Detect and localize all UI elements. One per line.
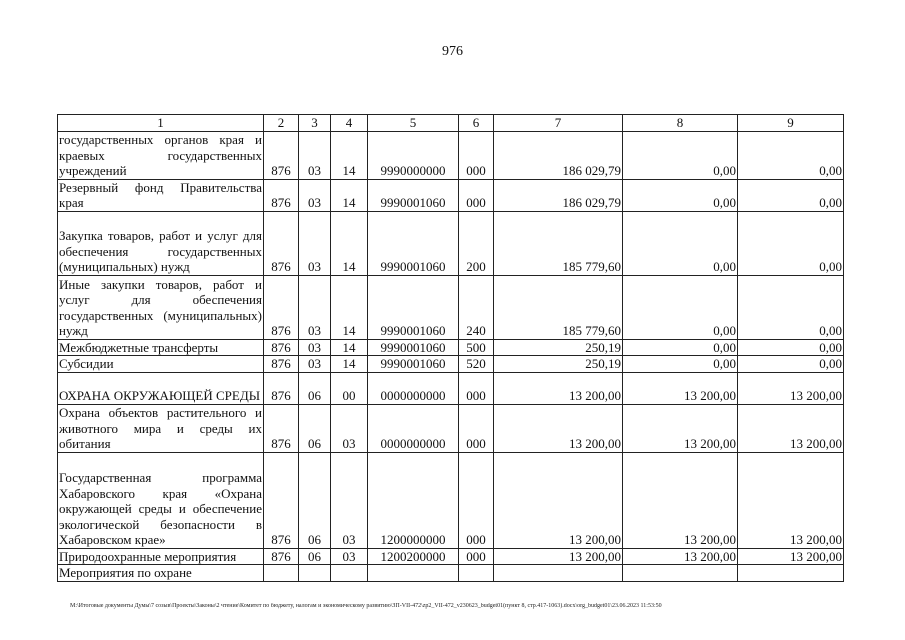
cell-expense-type: 520 (459, 356, 494, 373)
cell-amount-8: 0,00 (623, 339, 738, 356)
cell-admin-code: 876 (264, 404, 299, 452)
cell-target-article: 0000000000 (368, 404, 459, 452)
cell-subsection: 14 (331, 275, 368, 339)
cell-amount-8: 0,00 (623, 179, 738, 211)
table-row (58, 339, 844, 356)
cell-admin-code: 876 (264, 131, 299, 179)
cell-section (299, 565, 331, 582)
table-row (58, 548, 844, 565)
cell-amount-8: 0,00 (623, 356, 738, 373)
cell-admin-code: 876 (264, 548, 299, 565)
cell-expense-type (459, 565, 494, 582)
cell-admin-code (264, 565, 299, 582)
row-name: Охрана объектов растительного и животного мира и среды их обитания (59, 405, 262, 451)
cell-expense-type: 000 (459, 372, 494, 404)
row-name: государственных органов края и краевых государственных учреждений (59, 132, 262, 178)
cell-section: 06 (299, 548, 331, 565)
cell-amount-9: 13 200,00 (738, 372, 844, 404)
header-cell: 4 (331, 115, 368, 132)
cell-subsection (331, 565, 368, 582)
cell-target-article: 9990001060 (368, 179, 459, 211)
document-path-footer: M:\Итоговые документы Думы\7 созыв\Проекты\Законы\2 чтение\Комитет по бюджету, налогам и экономическому развитию\ЗП-VII-472\zp2_VII-472_v230623_budget01(пункт 8, стр.417-1063).docx\org_budget01\23.06.2023 11:53:50 (70, 603, 662, 609)
cell-amount-9: 0,00 (738, 211, 844, 275)
row-name: Субсидии (58, 356, 264, 373)
cell-amount-7: 13 200,00 (494, 452, 623, 548)
page-number: 976 (442, 44, 463, 59)
cell-subsection: 03 (331, 452, 368, 548)
row-name: ОХРАНА ОКРУЖАЮЩЕЙ СРЕДЫ (58, 372, 264, 404)
header-cell: 9 (738, 115, 844, 132)
cell-subsection: 14 (331, 339, 368, 356)
cell-admin-code: 876 (264, 452, 299, 548)
row-name: Резервный фонд Правительства края (59, 179, 262, 210)
cell-subsection: 14 (331, 356, 368, 373)
header-row (58, 115, 844, 132)
table-row (58, 404, 844, 452)
cell-amount-7: 185 779,60 (494, 211, 623, 275)
cell-amount-7: 186 029,79 (494, 179, 623, 211)
cell-section: 06 (299, 452, 331, 548)
budget-table (57, 114, 844, 582)
cell-amount-8: 13 200,00 (623, 548, 738, 565)
table-row (58, 565, 844, 582)
cell-admin-code: 876 (264, 372, 299, 404)
cell-amount-7: 186 029,79 (494, 131, 623, 179)
cell-amount-7 (494, 565, 623, 582)
cell-subsection: 03 (331, 548, 368, 565)
cell-expense-type: 240 (459, 275, 494, 339)
cell-admin-code: 876 (264, 211, 299, 275)
cell-expense-type: 000 (459, 131, 494, 179)
table-row (58, 356, 844, 373)
cell-target-article: 9990001060 (368, 339, 459, 356)
row-name: Мероприятия по охране (58, 565, 264, 582)
cell-amount-8: 13 200,00 (623, 452, 738, 548)
cell-target-article (368, 565, 459, 582)
header-cell: 5 (368, 115, 459, 132)
cell-amount-8 (623, 565, 738, 582)
table-row (58, 131, 844, 179)
cell-amount-7: 185 779,60 (494, 275, 623, 339)
cell-target-article: 9990000000 (368, 131, 459, 179)
cell-amount-9: 13 200,00 (738, 452, 844, 548)
cell-section: 03 (299, 356, 331, 373)
cell-amount-9: 13 200,00 (738, 404, 844, 452)
header-cell: 1 (58, 115, 264, 132)
row-name: Иные закупки товаров, работ и услуг для обеспечения государственных (муниципальных) нужд (59, 276, 262, 338)
cell-amount-7: 13 200,00 (494, 548, 623, 565)
cell-amount-9 (738, 565, 844, 582)
table-row (58, 452, 844, 548)
cell-admin-code: 876 (264, 356, 299, 373)
cell-amount-8: 0,00 (623, 275, 738, 339)
cell-amount-8: 0,00 (623, 131, 738, 179)
cell-amount-9: 0,00 (738, 179, 844, 211)
table-row (58, 211, 844, 275)
cell-admin-code: 876 (264, 275, 299, 339)
cell-amount-8: 13 200,00 (623, 372, 738, 404)
cell-target-article: 9990001060 (368, 356, 459, 373)
cell-amount-9: 0,00 (738, 275, 844, 339)
cell-section: 03 (299, 275, 331, 339)
cell-admin-code: 876 (264, 179, 299, 211)
cell-expense-type: 000 (459, 548, 494, 565)
header-cell: 8 (623, 115, 738, 132)
cell-expense-type: 500 (459, 339, 494, 356)
cell-subsection: 14 (331, 131, 368, 179)
row-name: Государственная программа Хабаровского края «Охрана окружающей среды и обеспечение экологической безопасности в Хабаровском крае» (58, 452, 264, 548)
table-row (58, 179, 844, 211)
cell-expense-type: 200 (459, 211, 494, 275)
row-name: Межбюджетные трансферты (58, 339, 264, 356)
cell-amount-7: 13 200,00 (494, 372, 623, 404)
cell-target-article: 9990001060 (368, 275, 459, 339)
row-name: Природоохранные мероприятия (58, 548, 264, 565)
table-row (58, 275, 844, 339)
header-cell: 3 (299, 115, 331, 132)
cell-target-article: 1200000000 (368, 452, 459, 548)
table-row (58, 372, 844, 404)
cell-amount-9: 0,00 (738, 356, 844, 373)
header-cell: 7 (494, 115, 623, 132)
cell-amount-9: 13 200,00 (738, 548, 844, 565)
cell-amount-9: 0,00 (738, 131, 844, 179)
cell-admin-code: 876 (264, 339, 299, 356)
cell-amount-9: 0,00 (738, 339, 844, 356)
cell-section: 03 (299, 131, 331, 179)
header-cell: 2 (264, 115, 299, 132)
cell-target-article: 1200200000 (368, 548, 459, 565)
cell-amount-8: 0,00 (623, 211, 738, 275)
cell-expense-type: 000 (459, 404, 494, 452)
cell-expense-type: 000 (459, 452, 494, 548)
cell-expense-type: 000 (459, 179, 494, 211)
row-name: Закупка товаров, работ и услуг для обеспечения государственных (муниципальных) нужд (58, 211, 264, 275)
cell-subsection: 14 (331, 211, 368, 275)
cell-section: 06 (299, 372, 331, 404)
cell-section: 06 (299, 404, 331, 452)
cell-section: 03 (299, 211, 331, 275)
cell-subsection: 03 (331, 404, 368, 452)
cell-target-article: 9990001060 (368, 211, 459, 275)
cell-subsection: 14 (331, 179, 368, 211)
cell-section: 03 (299, 179, 331, 211)
header-cell: 6 (459, 115, 494, 132)
cell-subsection: 00 (331, 372, 368, 404)
cell-amount-8: 13 200,00 (623, 404, 738, 452)
cell-amount-7: 13 200,00 (494, 404, 623, 452)
cell-amount-7: 250,19 (494, 339, 623, 356)
cell-section: 03 (299, 339, 331, 356)
cell-amount-7: 250,19 (494, 356, 623, 373)
cell-target-article: 0000000000 (368, 372, 459, 404)
